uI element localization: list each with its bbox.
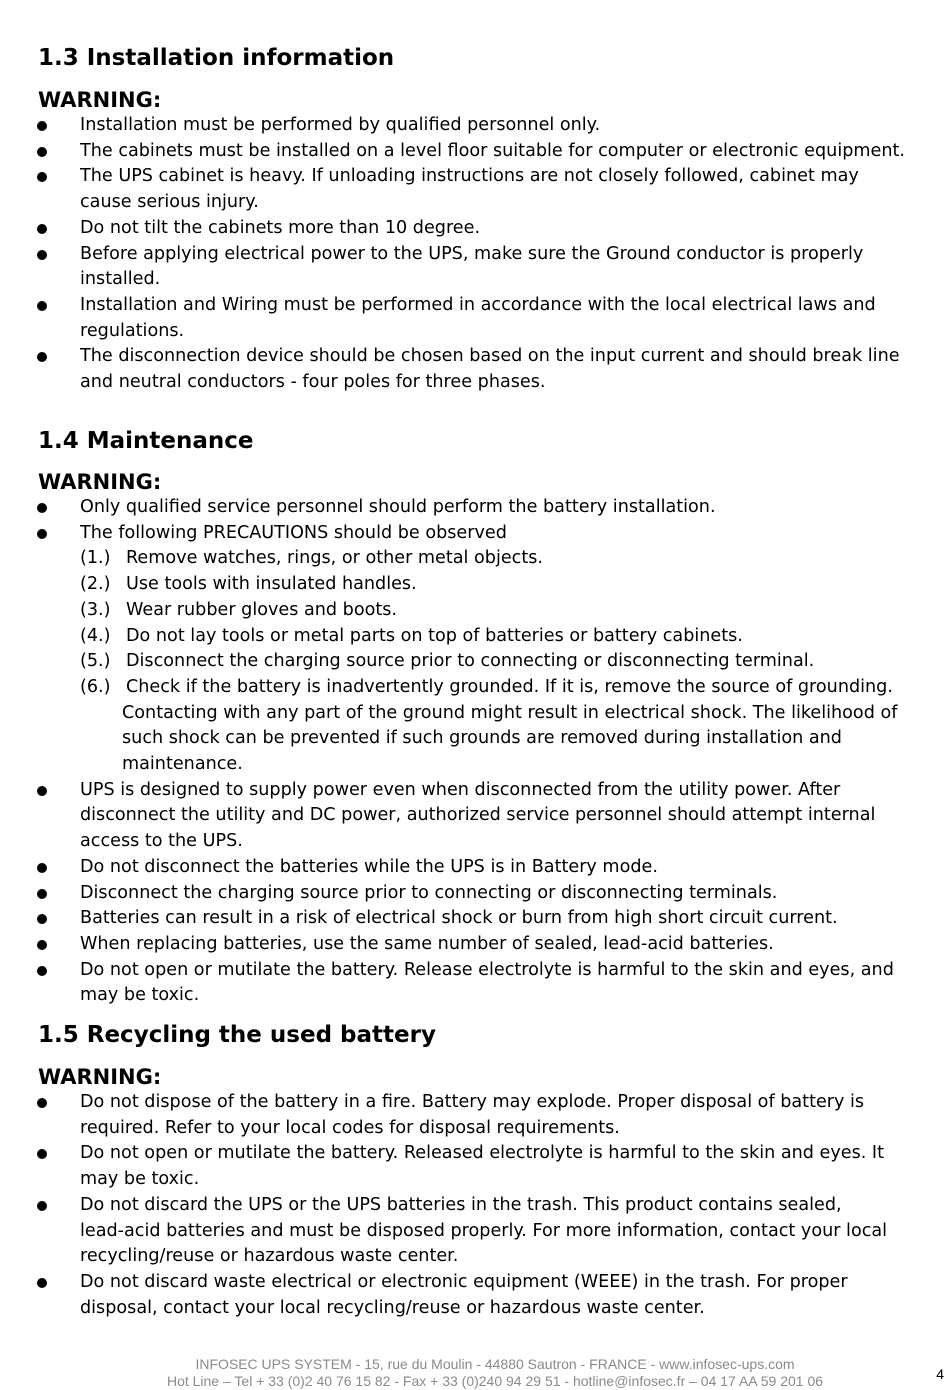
list-item: [0, 495, 950, 521]
precaution-text: Remove watches, rings, or other metal objects.: [126, 548, 544, 569]
list-item: [0, 1090, 950, 1141]
bullet-icon: [37, 1278, 47, 1288]
precaution-text: Do not lay tools or metal parts on top of batteries or battery cabinets.: [126, 625, 743, 646]
precaution-number: (2.): [80, 574, 111, 595]
list-item-text: Do not open or mutilate the battery. Release electrolyte is harmful to the skin and eyes, and: [80, 959, 894, 980]
precaution-item: [0, 572, 950, 598]
list-item: [0, 958, 950, 1009]
list-item-text: Installation must be performed by qualified personnel only.: [80, 115, 601, 135]
precaution-text: Contacting with any part of the ground might result in electrical shock. The likelihood of: [122, 702, 898, 723]
list-item: [0, 1270, 950, 1321]
list-item-text: Do not open or mutilate the battery. Released electrolyte is harmful to the skin and eyes. It: [80, 1143, 885, 1164]
list-item-text: The following PRECAUTIONS should be observed: [80, 522, 507, 543]
list-item-text: Do not tilt the cabinets more than 10 degree.: [80, 217, 481, 238]
list-item: [0, 906, 950, 932]
bullet-icon: [37, 250, 47, 260]
list-item: [0, 1141, 950, 1192]
installation-warning-list: [0, 113, 950, 396]
recycling-warning-list: [0, 1090, 950, 1321]
list-item-text: Do not discard the UPS or the UPS batteries in the trash. This product contains sealed,: [80, 1194, 842, 1215]
list-item: [0, 139, 950, 165]
list-item-text: installed.: [80, 269, 161, 290]
precaution-item: [0, 675, 950, 778]
list-item-text: The UPS cabinet is heavy. If unloading instructions are not closely followed, cabinet may: [80, 166, 859, 187]
page-number: 4: [936, 1366, 944, 1382]
list-item-text: lead-acid batteries and must be disposed properly. For more information, contact your local: [80, 1220, 888, 1241]
bullet-icon: [37, 966, 47, 976]
bullet-icon: [37, 352, 47, 362]
list-item-text: Only qualified service personnel should perform the battery installation.: [80, 497, 716, 517]
list-item: [0, 855, 950, 881]
list-item: [0, 293, 950, 344]
list-item-text: Do not discard waste electrical or electronic equipment (WEEE) in the trash. For proper: [80, 1271, 848, 1292]
precaution-number: (6.): [80, 676, 111, 697]
precaution-text: Disconnect the charging source prior to connecting or disconnecting terminal.: [126, 651, 815, 672]
section-title-recycling: 1.5 Recycling the used battery: [38, 1022, 436, 1048]
list-item-text: required. Refer to your local codes for disposal requirements.: [80, 1117, 620, 1138]
bullet-icon: [37, 889, 47, 899]
warning-heading: WARNING:: [38, 1065, 162, 1089]
list-item-text: disconnect the utility and DC power, authorized service personnel should attempt internal: [80, 805, 876, 826]
list-item-text: may be toxic.: [80, 1169, 200, 1190]
list-item-text: Do not disconnect the batteries while the UPS is in Battery mode.: [80, 856, 658, 877]
list-item: [0, 778, 950, 855]
bullet-icon: [37, 529, 47, 539]
footer-hotline: Hot Line – Tel + 33 (0)2 40 76 15 82 - Fax + 33 (0)240 94 29 51 - hotline@infosec.fr – 04 17 AA 59 201 06: [166, 1373, 824, 1389]
bullet-icon: [37, 1201, 47, 1211]
precaution-item: [0, 546, 950, 572]
warning-heading: WARNING:: [38, 88, 162, 112]
list-item: [0, 932, 950, 958]
footer-address: INFOSEC UPS SYSTEM - 15, rue du Moulin - 44880 Sautron - FRANCE - www.infosec-ups.com: [195, 1356, 795, 1372]
bullet-icon: [37, 301, 47, 311]
precaution-number: (3.): [80, 599, 111, 620]
bullet-icon: [37, 786, 47, 796]
list-item-text: The disconnection device should be chosen based on the input current and should break line: [80, 346, 900, 367]
list-item-text: Disconnect the charging source prior to connecting or disconnecting terminals.: [80, 882, 778, 903]
bullet-icon: [37, 147, 47, 157]
list-item-text: When replacing batteries, use the same number of sealed, lead-acid batteries.: [80, 933, 774, 954]
list-item: [0, 164, 950, 215]
bullet-icon: [37, 224, 47, 234]
list-item-text: may be toxic.: [80, 985, 200, 1006]
section-title-maintenance: 1.4 Maintenance: [38, 428, 254, 454]
section-title-installation: 1.3 Installation information: [38, 45, 395, 71]
precaution-number: (5.): [80, 651, 111, 672]
precaution-text: maintenance.: [122, 754, 243, 775]
list-item-text: Installation and Wiring must be performed in accordance with the local electrical laws and: [80, 294, 876, 315]
bullet-icon: [37, 121, 47, 131]
list-item-text: access to the UPS.: [80, 831, 243, 852]
bullet-icon: [37, 940, 47, 950]
precaution-number: (4.): [80, 625, 111, 646]
precaution-item: [0, 649, 950, 675]
precaution-text: Use tools with insulated handles.: [126, 574, 417, 595]
list-item-text: recycling/reuse or hazardous waste center.: [80, 1246, 459, 1267]
list-item-text: disposal, contact your local recycling/reuse or hazardous waste center.: [80, 1297, 705, 1318]
list-item-text: Do not dispose of the battery in a fire. Battery may explode. Proper disposal of battery is: [80, 1092, 865, 1112]
list-item: [0, 1193, 950, 1270]
list-item-text: Before applying electrical power to the UPS, make sure the Ground conductor is properly: [80, 243, 864, 264]
list-item-text: The cabinets must be installed on a level floor suitable for computer or electronic equipment.: [80, 140, 905, 161]
precaution-item: [0, 624, 950, 650]
precaution-number: (1.): [80, 548, 111, 569]
list-item-text: Batteries can result in a risk of electrical shock or burn from high short circuit current.: [80, 908, 838, 929]
bullet-icon: [37, 503, 47, 513]
list-item: [0, 113, 950, 139]
maintenance-warning-list: [0, 495, 950, 1009]
precaution-text: such shock can be prevented if such grounds are removed during installation and: [122, 728, 842, 749]
list-item: [0, 242, 950, 293]
warning-heading: WARNING:: [38, 470, 162, 494]
bullet-icon: [37, 1149, 47, 1159]
list-item-text: and neutral conductors - four poles for three phases.: [80, 372, 546, 393]
list-item-text: cause serious injury.: [80, 192, 259, 213]
list-item: [0, 521, 950, 547]
list-item-text: UPS is designed to supply power even when disconnected from the utility power. After: [80, 779, 841, 800]
bullet-icon: [37, 1098, 47, 1108]
bullet-icon: [37, 914, 47, 924]
precaution-item: [0, 598, 950, 624]
bullet-icon: [37, 863, 47, 873]
precaution-text: Wear rubber gloves and boots.: [126, 599, 398, 620]
bullet-icon: [37, 172, 47, 182]
precaution-text: Check if the battery is inadvertently grounded. If it is, remove the source of grounding.: [126, 676, 893, 697]
list-item-text: regulations.: [80, 320, 185, 341]
list-item: [0, 881, 950, 907]
list-item: [0, 344, 950, 395]
list-item: [0, 216, 950, 242]
